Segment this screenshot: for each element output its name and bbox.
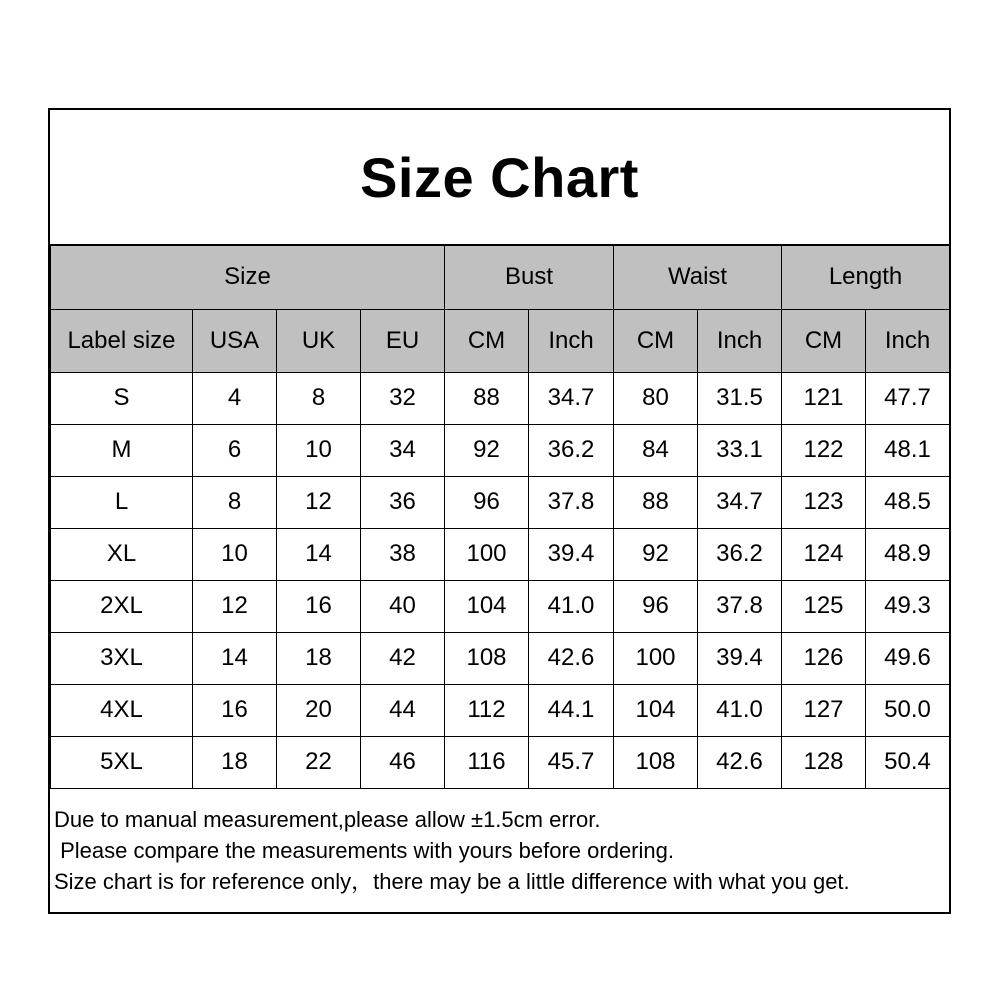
cell-bust-cm: 88: [445, 372, 529, 424]
cell-usa: 12: [193, 580, 277, 632]
cell-waist-inch: 33.1: [698, 424, 782, 476]
cell-uk: 10: [277, 424, 361, 476]
cell-usa: 18: [193, 736, 277, 788]
column-header-waist-inch: Inch: [698, 309, 782, 372]
table-row: [51, 424, 950, 476]
cell-waist-cm: 92: [614, 528, 698, 580]
cell-label-size: M: [51, 424, 193, 476]
size-rows: [51, 372, 950, 788]
page-title: Size Chart: [360, 145, 639, 209]
cell-bust-cm: 100: [445, 528, 529, 580]
cell-bust-inch: 42.6: [529, 632, 614, 684]
cell-usa: 14: [193, 632, 277, 684]
cell-label-size: 5XL: [51, 736, 193, 788]
table-row: [51, 736, 950, 788]
cell-length-cm: 125: [782, 580, 866, 632]
cell-usa: 4: [193, 372, 277, 424]
column-header-usa: USA: [193, 309, 277, 372]
group-header-length: Length: [782, 245, 950, 309]
cell-length-inch: 49.6: [866, 632, 950, 684]
group-header-bust: Bust: [445, 245, 614, 309]
cell-bust-cm: 112: [445, 684, 529, 736]
cell-usa: 16: [193, 684, 277, 736]
group-header-waist: Waist: [614, 245, 782, 309]
note-line: Size chart is for reference only，there may be a little difference with what you get.: [54, 869, 850, 894]
cell-length-cm: 128: [782, 736, 866, 788]
cell-label-size: L: [51, 476, 193, 528]
cell-waist-inch: 36.2: [698, 528, 782, 580]
cell-length-inch: 49.3: [866, 580, 950, 632]
cell-eu: 40: [361, 580, 445, 632]
cell-waist-cm: 84: [614, 424, 698, 476]
cell-length-cm: 126: [782, 632, 866, 684]
column-header-waist-cm: CM: [614, 309, 698, 372]
cell-waist-cm: 80: [614, 372, 698, 424]
cell-bust-cm: 104: [445, 580, 529, 632]
cell-waist-cm: 88: [614, 476, 698, 528]
cell-waist-inch: 41.0: [698, 684, 782, 736]
cell-waist-cm: 96: [614, 580, 698, 632]
cell-bust-inch: 37.8: [529, 476, 614, 528]
cell-usa: 8: [193, 476, 277, 528]
sub-header-row: [51, 309, 950, 372]
cell-length-inch: 48.1: [866, 424, 950, 476]
cell-waist-cm: 100: [614, 632, 698, 684]
group-header-row: [51, 245, 950, 309]
cell-label-size: 3XL: [51, 632, 193, 684]
cell-uk: 20: [277, 684, 361, 736]
cell-bust-inch: 39.4: [529, 528, 614, 580]
column-header-bust-inch: Inch: [529, 309, 614, 372]
column-header-uk: UK: [277, 309, 361, 372]
column-header-bust-cm: CM: [445, 309, 529, 372]
cell-bust-inch: 36.2: [529, 424, 614, 476]
cell-eu: 36: [361, 476, 445, 528]
cell-waist-inch: 34.7: [698, 476, 782, 528]
cell-usa: 6: [193, 424, 277, 476]
cell-bust-inch: 41.0: [529, 580, 614, 632]
note-line: Please compare the measurements with yours before ordering.: [54, 838, 674, 863]
cell-eu: 46: [361, 736, 445, 788]
cell-length-inch: 48.5: [866, 476, 950, 528]
column-header-length-inch: Inch: [866, 309, 950, 372]
cell-label-size: S: [51, 372, 193, 424]
cell-uk: 8: [277, 372, 361, 424]
cell-eu: 42: [361, 632, 445, 684]
cell-bust-inch: 45.7: [529, 736, 614, 788]
cell-eu: 34: [361, 424, 445, 476]
size-chart-sheet: [48, 108, 951, 914]
table-row: [51, 528, 950, 580]
cell-waist-cm: 108: [614, 736, 698, 788]
column-header-length-cm: CM: [782, 309, 866, 372]
cell-label-size: XL: [51, 528, 193, 580]
cell-label-size: 2XL: [51, 580, 193, 632]
cell-bust-cm: 108: [445, 632, 529, 684]
cell-length-inch: 48.9: [866, 528, 950, 580]
cell-length-inch: 47.7: [866, 372, 950, 424]
table-row: [51, 632, 950, 684]
cell-bust-inch: 34.7: [529, 372, 614, 424]
cell-label-size: 4XL: [51, 684, 193, 736]
cell-waist-inch: 39.4: [698, 632, 782, 684]
cell-eu: 32: [361, 372, 445, 424]
measurement-notes: [54, 804, 944, 897]
cell-uk: 12: [277, 476, 361, 528]
table-row: [51, 684, 950, 736]
cell-bust-inch: 44.1: [529, 684, 614, 736]
cell-eu: 44: [361, 684, 445, 736]
cell-waist-inch: 37.8: [698, 580, 782, 632]
column-header-label-size: Label size: [51, 309, 193, 372]
cell-length-cm: 123: [782, 476, 866, 528]
cell-length-cm: 124: [782, 528, 866, 580]
note-line: Due to manual measurement,please allow ±1.5cm error.: [54, 807, 601, 832]
cell-uk: 22: [277, 736, 361, 788]
cell-length-cm: 127: [782, 684, 866, 736]
cell-bust-cm: 116: [445, 736, 529, 788]
cell-bust-cm: 96: [445, 476, 529, 528]
cell-length-cm: 121: [782, 372, 866, 424]
cell-waist-cm: 104: [614, 684, 698, 736]
cell-waist-inch: 31.5: [698, 372, 782, 424]
cell-eu: 38: [361, 528, 445, 580]
cell-length-inch: 50.4: [866, 736, 950, 788]
cell-waist-inch: 42.6: [698, 736, 782, 788]
table-row: [51, 580, 950, 632]
table-row: [51, 372, 950, 424]
cell-usa: 10: [193, 528, 277, 580]
table-row: [51, 476, 950, 528]
size-table: [50, 244, 950, 789]
cell-bust-cm: 92: [445, 424, 529, 476]
cell-uk: 16: [277, 580, 361, 632]
cell-length-inch: 50.0: [866, 684, 950, 736]
title-row: [50, 110, 949, 244]
group-header-size: Size: [51, 245, 445, 309]
column-header-eu: EU: [361, 309, 445, 372]
cell-uk: 18: [277, 632, 361, 684]
cell-length-cm: 122: [782, 424, 866, 476]
cell-uk: 14: [277, 528, 361, 580]
